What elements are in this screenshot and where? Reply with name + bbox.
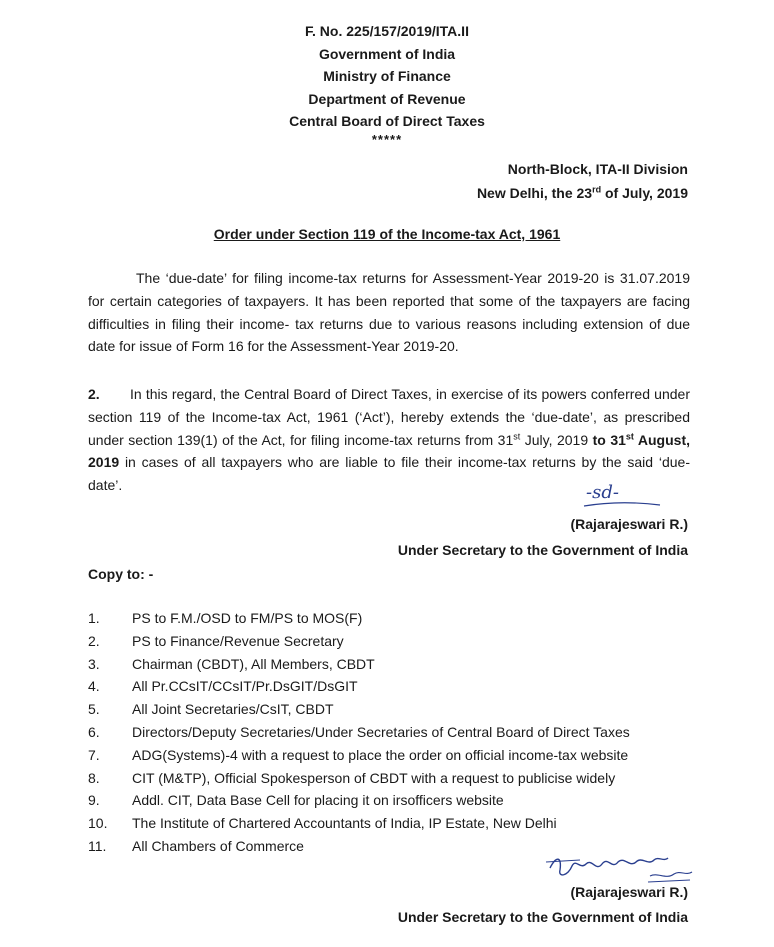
copy-list-item: 8. CIT (M&TP), Official Spokesperson of CBDT with a request to publicise widely (88, 769, 616, 786)
place-date-block (477, 157, 688, 205)
copy-list-item: 11. All Chambers of Commerce (88, 837, 304, 854)
copy-list-item: 6. Directors/Deputy Secretaries/Under Secretaries of Central Board of Direct Taxes (88, 723, 630, 740)
date-line: New Delhi, the 23rd of July, 2019 (476, 184, 688, 201)
separator-stars: ***** (371, 131, 403, 147)
copy-list-item: 5. All Joint Secretaries/CsIT, CBDT (88, 701, 334, 718)
signer-title-1: Under Secretary to the Government of India (397, 542, 688, 558)
copy-list-item: 1. PS to F.M./OSD to FM/PS to MOS(F) (88, 610, 363, 626)
letterhead (0, 20, 774, 147)
copy-list-item: 4. All Pr.CCsIT/CCsIT/Pr.DsGIT/DsGIT (88, 678, 358, 695)
signature-sd-mark (580, 476, 670, 516)
department-line: Department of Revenue (308, 90, 466, 107)
copy-list-item: 9. Addl. CIT, Data Base Cell for placing it on irsofficers website (88, 792, 504, 809)
signer-title-2: Under Secretary to the Government of India (397, 909, 688, 925)
copy-list-item: 3. Chairman (CBDT), All Members, CBDT (88, 655, 375, 672)
copy-list (88, 607, 708, 858)
paragraph-2: 2. In this regard, the Central Board of Direct Taxes, in exercise of its powers conferred under section 119 of the Income-tax Act, 1961 (‘Act’), hereby extends the ‘due-date’, as prescribed under section 139(1) of the Act, for filing income-tax returns from 31st July, 2019 to 31st August, 2019 in cases of all taxpayers who are liable to file their income-tax returns by the said ‘due-date’. (88, 383, 690, 497)
copy-list-item: 2. PS to Finance/Revenue Secretary (88, 632, 344, 649)
order-title: Order under Section 119 of the Income-tax Act, 1961 (213, 226, 561, 242)
office-line: North-Block, ITA-II Division (507, 161, 688, 177)
copy-list-item: 7. ADG(Systems)-4 with a request to place the order on official income-tax website (88, 746, 629, 763)
ministry-line: Ministry of Finance (323, 68, 451, 84)
svg-text:-sd-: -sd- (586, 482, 619, 503)
government-line: Government of India (318, 45, 456, 62)
copy-to-label: Copy to: - (88, 566, 154, 582)
board-line: Central Board of Direct Taxes (289, 113, 485, 129)
signer-name-1: (Rajarajeswari R.) (570, 516, 688, 532)
paragraph-1: The ‘due-date’ for filing income-tax returns for Assessment-Year 2019-20 is 31.07.2019 for certain categories of taxpayers. It has been reported that some of the taxpayers are facing difficulties in filing their income- tax returns due to various reasons including extension of due date for issue of Form 16 for the Assessment-Year 2019-20. (88, 270, 690, 355)
file-number: F. No. 225/157/2019/ITA.II (305, 23, 469, 39)
paragraph-number: 2. (88, 386, 100, 402)
signer-name-2: (Rajarajeswari R.) (570, 884, 688, 900)
copy-list-item: 10. The Institute of Chartered Accountants of India, IP Estate, New Delhi (88, 815, 557, 832)
